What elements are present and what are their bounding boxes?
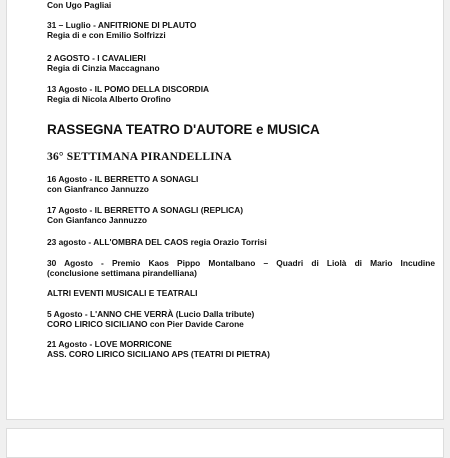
event-credit: Con Gianfanco Jannuzzo [47, 215, 148, 225]
event-title: 30 Agosto - Premio Kaos Pippo Montalbano – Quadri di Liolà di Mario Incudine [47, 258, 435, 268]
next-page [6, 428, 444, 458]
event-entry [47, 309, 254, 329]
event-entry [47, 84, 209, 104]
event-credit: ASS. CORO LIRICO SICILIANO APS (TEATRI DI PIETRA) [47, 349, 270, 359]
event-entry [47, 174, 198, 194]
event-credit: CORO LIRICO SICILIANO con Pier Davide Carone [47, 319, 244, 329]
event-entry [47, 20, 196, 40]
event-title: 5 Agosto - L'ANNO CHE VERRÀ (Lucio Dalla tribute) [47, 309, 255, 319]
event-entry [47, 258, 435, 278]
event-credit: Regia di Cinzia Maccagnano [47, 63, 160, 73]
event-entry [47, 205, 243, 225]
event-credit: con Gianfranco Jannuzzo [47, 184, 149, 194]
event-credit: Regia di e con Emilio Solfrizzi [47, 30, 166, 40]
event-credit: Regia di Nicola Alberto Orofino [47, 94, 171, 104]
event-title: 23 agosto - ALL'OMBRA DEL CAOS regia Orazio Torrisi [47, 237, 267, 247]
section-subtitle: 36° SETTIMANA PIRANDELLINA [47, 151, 232, 163]
event-title: 21 Agosto - LOVE MORRICONE [47, 339, 172, 349]
event-entry [47, 53, 160, 73]
event-title: 2 AGOSTO - I CAVALIERI [47, 53, 146, 63]
event-title: 31 – Luglio - ANFITRIONE DI PLAUTO [47, 20, 197, 30]
event-line: Con Ugo Pagliai [47, 0, 112, 10]
subsection-heading [47, 288, 197, 298]
event-entry [47, 237, 267, 247]
event-entry [47, 0, 111, 10]
event-title: 17 Agosto - IL BERRETTO A SONAGLI (REPLICA) [47, 205, 244, 215]
event-title: 13 Agosto - IL POMO DELLA DISCORDIA [47, 84, 210, 94]
event-credit: (conclusione settimana pirandelliana) [47, 268, 197, 278]
event-entry [47, 339, 270, 359]
event-title: 16 Agosto - IL BERRETTO A SONAGLI [47, 174, 199, 184]
document-page [6, 0, 444, 420]
subsection-title: ALTRI EVENTI MUSICALI E TEATRALI [47, 288, 198, 298]
section-title: RASSEGNA TEATRO D'AUTORE e MUSICA [47, 122, 320, 137]
